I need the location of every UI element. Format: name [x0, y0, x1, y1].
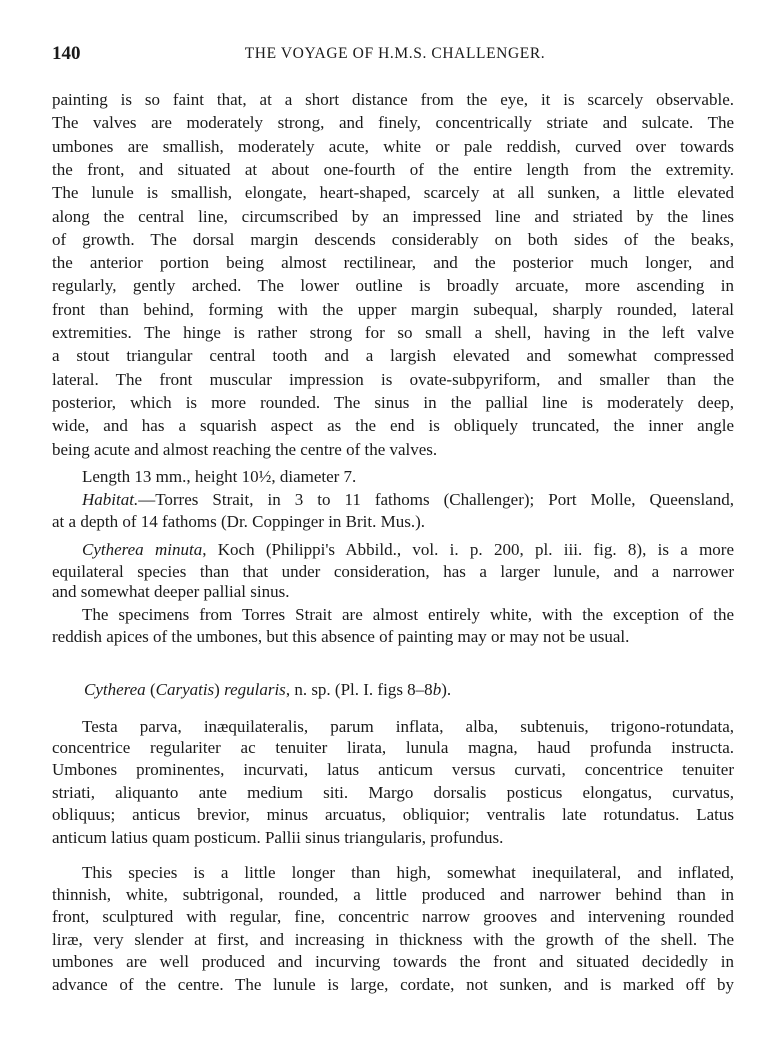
text-line: [52, 392, 734, 414]
italic-text: Cytherea minuta: [82, 540, 203, 559]
text-segment: Umbones prominentes, incurvati, latus anticum versus curvati, concentrice tenuiter: [52, 760, 734, 779]
text-line: [52, 159, 734, 181]
species-heading: [84, 679, 736, 701]
text-segment: , n. sp. (Pl. I. figs 8–8: [285, 680, 433, 699]
text-segment: extremities. The hinge is rather strong for so small a shell, having in the left valve: [52, 323, 734, 342]
text-segment: equilateral species than that under consideration, has a larger lunule, and a narrower: [52, 562, 734, 581]
text-segment: a stout triangular central tooth and a largish elevated and somewhat compressed: [52, 346, 734, 366]
text-line: [82, 489, 734, 511]
text-line: [82, 716, 734, 738]
text-segment: striati, aliquanto ante medium siti. Margo dorsalis posticus elongatus, curvatus,: [52, 783, 734, 802]
text-line: [52, 322, 734, 344]
text-segment: and somewhat deeper pallial sinus.: [52, 582, 290, 601]
text-line: [52, 884, 734, 906]
text-line: [52, 737, 734, 759]
text-segment: Testa parva, inæquilateralis, parum inflata, alba, subtenuis, trigono-rotundata,: [82, 717, 734, 736]
text-segment: liræ, very slender at first, and increasing in thickness with the growth of the shell. The: [52, 930, 734, 949]
text-segment: thinnish, white, subtrigonal, rounded, a little produced and narrower behind than in: [52, 885, 734, 904]
text-segment: anticum latius quam posticum. Pallii sinus triangularis, profundus.: [52, 828, 504, 847]
text-line: [82, 466, 734, 488]
italic-text: regularis: [224, 680, 286, 699]
text-segment: at a depth of 14 fathoms (Dr. Coppinger in Brit. Mus.).: [52, 512, 426, 531]
text-segment: regularly, gently arched. The lower outline is broadly arcuate, more ascending in: [52, 276, 734, 296]
text-segment: umbones are well produced and incurving towards the front and situated decidedly in: [52, 952, 734, 971]
text-segment: The lunule is smallish, elongate, heart-shaped, scarcely at all sunken, a little elevated: [52, 183, 734, 203]
text-line: [82, 539, 734, 561]
text-line: [52, 581, 734, 603]
text-line: [52, 89, 734, 111]
text-line: [52, 929, 734, 951]
italic-text: Habitat.: [82, 490, 139, 509]
text-segment: umbones are smallish, moderately acute, white or pale reddish, curved over towards: [52, 136, 734, 156]
text-segment: Length 13 mm., height 10½, diameter 7.: [82, 467, 357, 486]
text-segment: , Koch (Philippi's Abbild., vol. i. p. 200, pl. iii. fig. 8), is a more: [202, 540, 734, 559]
text-line: [82, 604, 734, 626]
text-line: [52, 561, 734, 583]
text-line: [52, 906, 734, 928]
text-line: [52, 206, 734, 228]
text-segment: The valves are moderately strong, and finely, concentrically striate and sulcate. The: [52, 113, 734, 133]
text-line: [52, 951, 734, 973]
text-line: [52, 182, 734, 204]
text-segment: ): [214, 680, 225, 699]
text-line: [52, 136, 734, 158]
text-segment: posterior, which is more rounded. The sinus in the pallial line is moderately deep,: [52, 392, 734, 412]
text-line: [52, 369, 734, 391]
text-segment: the front, and situated at about one-fourth of the entire length from the extremity.: [52, 159, 734, 179]
text-line: [52, 827, 734, 849]
text-line: [52, 511, 734, 533]
text-segment: obliquus; anticus brevior, minus arcuatus, obliquior; ventralis late rotundatus. Latus: [52, 805, 734, 824]
text-segment: wide, and has a squarish aspect as the end is obliquely truncated, the inner angle: [52, 416, 734, 436]
page-number: 140: [52, 43, 81, 64]
text-segment: of growth. The dorsal margin descends considerably on both sides of the beaks,: [52, 229, 734, 249]
text-segment: This species is a little longer than high, somewhat inequilateral, and inflated,: [82, 863, 734, 882]
text-line: [52, 782, 734, 804]
text-segment: front, sculptured with regular, fine, concentric narrow grooves and intervening rounded: [52, 907, 734, 926]
text-segment: being acute and almost reaching the centre of the valves.: [52, 439, 438, 459]
text-line: [52, 299, 734, 321]
italic-text: Caryatis: [155, 680, 215, 699]
text-segment: along the central line, circumscribed by an impressed line and striated by the lines: [52, 206, 734, 226]
text-segment: ).: [441, 680, 452, 699]
text-line: [52, 415, 734, 437]
text-segment: concentrice regulariter ac tenuiter lirata, lunula magna, haud profunda instructa.: [52, 738, 734, 757]
text-line: [52, 804, 734, 826]
italic-text: b: [432, 680, 442, 699]
text-segment: —Torres Strait, in 3 to 11 fathoms (Challenger); Port Molle, Queensland,: [138, 490, 734, 509]
text-line: [52, 759, 734, 781]
text-line: [52, 345, 734, 367]
text-line: [52, 229, 734, 251]
text-line: [52, 439, 734, 461]
text-segment: painting is so faint that, at a short distance from the eye, it is scarcely observable.: [52, 90, 734, 109]
text-segment: reddish apices of the umbones, but this absence of painting may or may not be usual.: [52, 627, 630, 646]
text-segment: (: [145, 680, 156, 699]
italic-text: Cytherea: [84, 680, 146, 699]
text-line: [82, 862, 734, 884]
text-line: [52, 275, 734, 297]
text-segment: The specimens from Torres Strait are almost entirely white, with the exception of the: [82, 605, 734, 624]
text-segment: advance of the centre. The lunule is large, cordate, not sunken, and is marked off by: [52, 975, 734, 994]
text-line: [52, 626, 734, 648]
text-segment: front than behind, forming with the upper margin subequal, sharply rounded, lateral: [52, 299, 734, 319]
text-segment: lateral. The front muscular impression is ovate-subpyriform, and smaller than the: [52, 369, 734, 389]
text-line: [52, 252, 734, 274]
text-line: [52, 974, 734, 996]
running-title: THE VOYAGE OF H.M.S. CHALLENGER.: [244, 45, 546, 62]
text-line: [52, 112, 734, 134]
text-segment: the anterior portion being almost rectilinear, and the posterior much longer, and: [52, 253, 734, 273]
